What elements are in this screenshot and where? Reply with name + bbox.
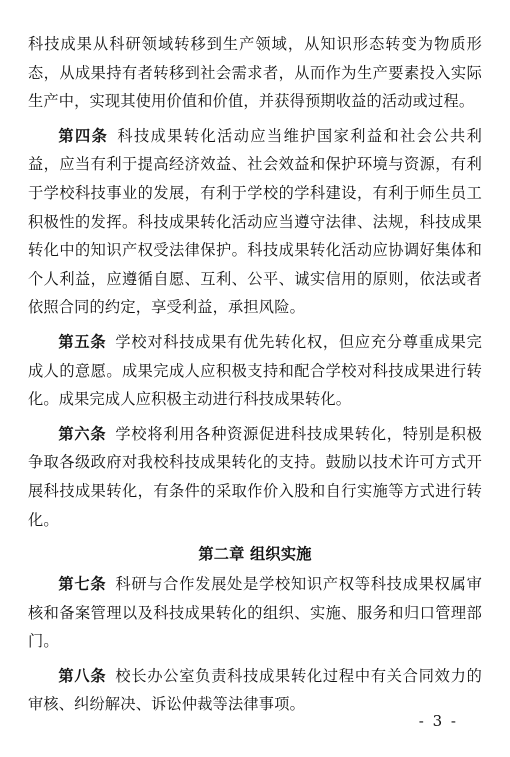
article-8 xyxy=(28,662,482,719)
paragraph-text: 科技成果从科研领域转移到生产领域，从知识形态转变为物质形态，从成果持有者转移到社会需求者，从而作为生产要素投入实际生产中，实现其使用价值和价值，并获得预期收益的活动或过程。 xyxy=(28,35,482,111)
article-text: 学校对科技成果有优先转化权，但应充分尊重成果完成人的意愿。成果完成人应积极支持和配合学校对科技成果进行转化。成果完成人应积极主动进行科技成果转化。 xyxy=(28,332,482,409)
article-5 xyxy=(28,328,482,414)
paragraph-continuation xyxy=(28,30,482,116)
document-page xyxy=(28,30,482,725)
article-text: 学校将利用各种资源促进科技成果转化，特别是积极争取各级政府对我校科技成果转化的支持。鼓励以技术许可方式开展科技成果转化，有条件的采取作价入股和自行实施等方式进行转化。 xyxy=(28,424,482,529)
article-number: 第五条 xyxy=(58,332,107,351)
article-4 xyxy=(28,122,482,322)
chapter-heading: 第二章 组织实施 xyxy=(198,545,312,564)
article-6 xyxy=(28,420,482,534)
article-number: 第六条 xyxy=(58,424,107,443)
article-text: 校长办公室负责科技成果转化过程中有关合同效力的审核、纠纷解决、诉讼仲裁等法律事项。 xyxy=(28,666,482,714)
article-number: 第八条 xyxy=(58,666,107,685)
article-number: 第七条 xyxy=(58,575,107,594)
article-7 xyxy=(28,570,482,656)
page-number: - 3 - xyxy=(418,712,458,730)
article-text: 科研与合作发展处是学校知识产权等科技成果权属审核和备案管理以及科技成果转化的组织、实施、服务和归口管理部门。 xyxy=(28,575,482,651)
article-text: 科技成果转化活动应当维护国家利益和社会公共利益，应当有利于提高经济效益、社会效益和保护环境与资源，有利于学校科技事业的发展，有利于学校的学科建设，有利于师生员工积极性的发挥。科技成果转化活动应当遵守法律、法规，科技成果转化中的知识产权受法律保护。科技成果转化活动应协调好集体和个人利益，应遵循自愿、互利、公平、诚实信用的原则，依法或者依照合同的约定，享受利益，承担风险。 xyxy=(28,126,482,317)
article-number: 第四条 xyxy=(58,126,109,145)
